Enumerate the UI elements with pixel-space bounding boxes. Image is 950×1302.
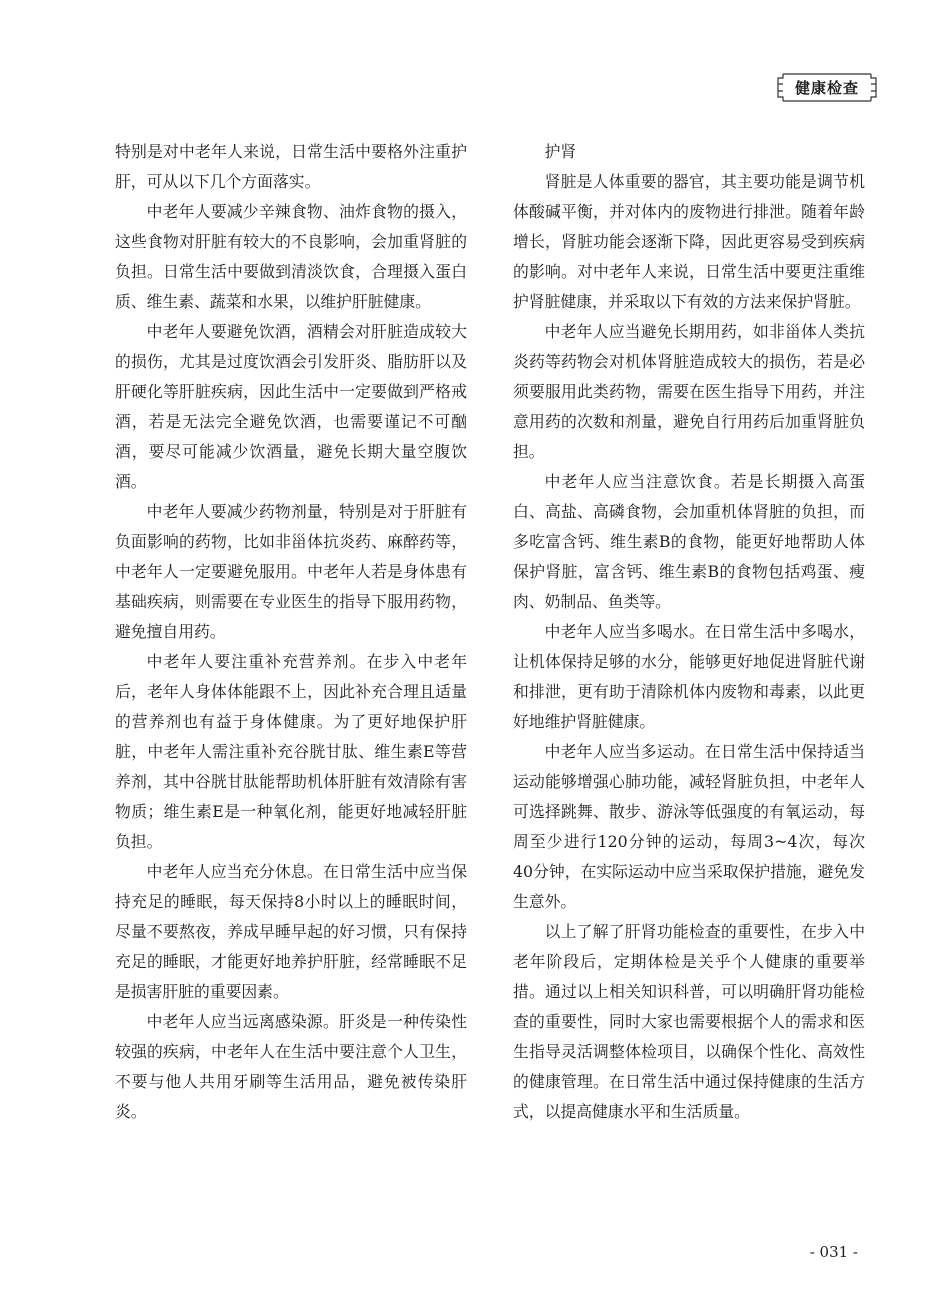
paragraph-continuation: 特别是对中老年人来说，日常生活中要格外注重护肝，可从以下几个方面落实。 [115, 142, 467, 191]
paragraph: 中老年人应当注意饮食。若是长期摄入高蛋白、高盐、高磷食物，会加重机体肾脏的负担，而多吃富含钙、维生素B的食物，能更好地帮助人体保护肾脏，富含钙、维生素B的食物包括鸡蛋、瘦肉、奶制品、鱼类等。 [513, 472, 865, 611]
section-title: 健康检查 [794, 79, 859, 97]
left-column [115, 137, 467, 1127]
paragraph: 中老年人要避免饮酒，酒精会对肝脏造成较大的损伤，尤其是过度饮酒会引发肝炎、脂肪肝以及肝硬化等肝脏疾病，因此生活中一定要做到严格戒酒，若是无法完全避免饮酒，也需要谨记不可酗酒，要尽可能减少饮酒量，避免长期大量空腹饮酒。 [115, 322, 467, 491]
subheading-kidney: 护肾 [544, 142, 577, 161]
paragraph: 中老年人应当多喝水。在日常生活中多喝水，让机体保持足够的水分，能够更好地促进肾脏代谢和排泄，更有助于清除机体内废物和毒素，以此更好地维护肾脏健康。 [513, 622, 865, 731]
right-column [513, 137, 865, 1127]
paragraph: 以上了解了肝肾功能检查的重要性，在步入中老年阶段后，定期体检是关乎个人健康的重要举措。通过以上相关知识科普，可以明确肝肾功能检查的重要性，同时大家也需要根据个人的需求和医生指导灵活调整体检项目，以确保个性化、高效性的健康管理。在日常生活中通过保持健康的生活方式，以提高健康水平和生活质量。 [513, 922, 865, 1121]
paragraph: 中老年人要注重补充营养剂。在步入中老年后，老年人身体体能跟不上，因此补充合理且适量的营养剂也有益于身体健康。为了更好地保护肝脏，中老年人需注重补充谷胱甘肽、维生素E等营养剂，其中谷胱甘肽能帮助机体肝脏有效清除有害物质；维生素E是一种氧化剂，能更好地减轻肝脏负担。 [115, 652, 467, 851]
paragraph: 中老年人应当避免长期用药，如非甾体人类抗炎药等药物会对机体肾脏造成较大的损伤，若是必须要服用此类药物，需要在医生指导下用药，并注意用药的次数和剂量，避免自行用药后加重肾脏负担。 [513, 322, 865, 461]
paragraph: 中老年人要减少药物剂量，特别是对于肝脏有负面影响的药物，比如非甾体抗炎药、麻醉药等，中老年人一定要避免服用。中老年人若是身体患有基础疾病，则需要在专业医生的指导下服用药物，避免擅自用药。 [115, 502, 467, 641]
page-number: - 031 - [809, 1243, 858, 1261]
section-header-badge [775, 72, 879, 103]
paragraph: 中老年人要减少辛辣食物、油炸食物的摄入，这些食物对肝脏有较大的不良影响，会加重肾脏的负担。日常生活中要做到清淡饮食，合理摄入蛋白质、维生素、蔬菜和水果，以维护肝脏健康。 [115, 202, 467, 311]
paragraph: 中老年人应当多运动。在日常生活中保持适当运动能够增强心肺功能，减轻肾脏负担，中老年人可选择跳舞、散步、游泳等低强度的有氧运动，每周至少进行120分钟的运动，每周3~4次，每次40分钟，在实际运动中应当采取保护措施，避免发生意外。 [513, 742, 865, 911]
paragraph: 中老年人应当远离感染源。肝炎是一种传染性较强的疾病，中老年人在生活中要注意个人卫生，不要与他人共用牙刷等生活用品，避免被传染肝炎。 [115, 1012, 467, 1121]
paragraph: 中老年人应当充分休息。在日常生活中应当保持充足的睡眠，每天保持8小时以上的睡眠时间，尽量不要熬夜，养成早睡早起的好习惯，只有保持充足的睡眠，才能更好地养护肝脏，经常睡眠不足是损害肝脏的重要因素。 [115, 862, 467, 1001]
paragraph: 肾脏是人体重要的器官，其主要功能是调节机体酸碱平衡，并对体内的废物进行排泄。随着年龄增长，肾脏功能会逐渐下降，因此更容易受到疾病的影响。对中老年人来说，日常生活中要更注重维护肾脏健康，并采取以下有效的方法来保护肾脏。 [513, 172, 865, 311]
